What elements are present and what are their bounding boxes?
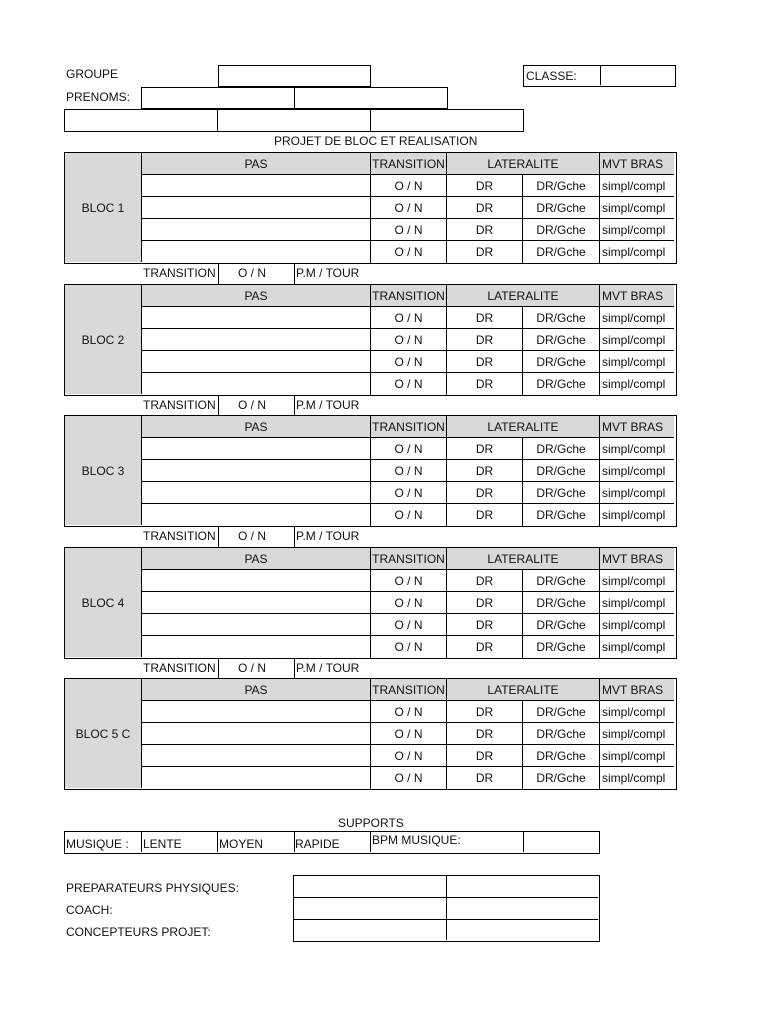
bloc-table [64,284,677,396]
prenoms-label: PRENOMS: [66,90,131,104]
col-header-pas: PAS [142,548,371,570]
coach-label: COACH: [66,903,113,917]
lateralite-dr[interactable]: DR [447,482,523,504]
mvt-bras-choice[interactable]: simpl/compl [600,307,674,329]
bloc-name: BLOC 1 [65,153,142,262]
transition-divider [218,395,219,416]
lateralite-dr-gche[interactable]: DR/Gche [523,219,600,241]
pm-tour-choice[interactable]: P.M / TOUR [296,661,360,675]
section-title: PROJET DE BLOC ET REALISATION [274,134,478,148]
staff-grid [293,875,600,942]
pas-input[interactable] [142,636,371,658]
lateralite-dr[interactable]: DR [447,767,523,789]
prenom-field-5[interactable] [370,109,524,132]
mvt-bras-choice[interactable]: simpl/compl [602,377,666,391]
col-header-mvt-bras: MVT BRAS [600,679,674,701]
transition-choice[interactable]: O / N [371,723,447,745]
transition-divider [294,526,295,547]
pas-input[interactable] [142,373,371,395]
pas-input[interactable] [142,723,371,745]
pas-input[interactable] [142,745,371,767]
transition-choice[interactable]: O / N [371,745,447,767]
transition-divider [218,263,219,284]
pas-input[interactable] [142,175,371,197]
pas-input[interactable] [142,767,371,789]
lateralite-dr[interactable]: DR [447,373,523,395]
bpm-field[interactable] [524,832,598,852]
lateralite-dr[interactable]: DR [447,351,523,373]
lateralite-dr-gche[interactable]: DR/Gche [523,504,600,526]
rapide-option[interactable]: RAPIDE [295,837,340,851]
lateralite-dr-gche[interactable]: DR/Gche [523,636,600,658]
concepteurs-field-2[interactable] [447,920,598,940]
moyen-option[interactable]: MOYEN [219,837,264,851]
pas-input[interactable] [142,482,371,504]
pm-tour-choice[interactable]: P.M / TOUR [296,266,360,280]
mvt-bras-choice[interactable]: simpl/compl [600,219,674,241]
mvt-bras-choice[interactable]: simpl/compl [600,175,674,197]
preparateurs-field-2[interactable] [447,876,598,897]
lateralite-dr[interactable]: DR [447,175,523,197]
col-header-lateralite: LATERALITE [447,416,600,438]
bloc-transition-label: TRANSITION [143,398,216,412]
transition-choice[interactable]: O / N [371,504,447,526]
mvt-bras-choice[interactable]: simpl/compl [600,460,674,482]
transition-choice[interactable]: O / N [371,767,447,789]
mvt-bras-choice[interactable]: simpl/compl [600,723,674,745]
coach-field-2[interactable] [447,898,598,919]
bloc-name: BLOC 4 [65,548,142,657]
col-header-transition: TRANSITION [371,548,447,570]
pas-input[interactable] [142,438,371,460]
col-header-mvt-bras: MVT BRAS [600,416,674,438]
col-header-transition: TRANSITION [371,153,447,175]
pas-input[interactable] [142,460,371,482]
col-header-pas: PAS [142,285,371,307]
bloc-transition-label: TRANSITION [143,661,216,675]
mvt-bras-choice[interactable]: simpl/compl [602,640,666,654]
transition-choice[interactable]: O / N [371,482,447,504]
transition-divider [294,263,295,284]
concepteurs-label: CONCEPTEURS PROJET: [66,925,211,939]
col-header-pas: PAS [142,153,371,175]
lateralite-dr[interactable]: DR [447,701,523,723]
lente-option[interactable]: LENTE [143,837,182,851]
bloc-name: BLOC 5 C [65,679,142,788]
prenom-field-2[interactable] [294,87,448,109]
mvt-bras-choice[interactable]: simpl/compl [600,614,674,636]
transition-choice[interactable]: O / N [371,197,447,219]
transition-choice[interactable]: O / N [371,701,447,723]
pas-input[interactable] [142,701,371,723]
mvt-bras-choice[interactable]: simpl/compl [602,508,666,522]
pas-input[interactable] [142,504,371,526]
bloc-transition-choice[interactable]: O / N [238,266,267,280]
prenom-field-4[interactable] [217,109,372,132]
transition-choice[interactable]: O / N [371,351,447,373]
transition-choice[interactable]: O / N [371,175,447,197]
lateralite-dr-gche[interactable]: DR/Gche [523,373,600,395]
transition-choice[interactable]: O / N [371,570,447,592]
mvt-bras-choice[interactable]: simpl/compl [600,701,674,723]
col-header-transition: TRANSITION [371,416,447,438]
lateralite-dr[interactable]: DR [447,636,523,658]
groupe-label: GROUPE [66,67,119,81]
col-header-lateralite: LATERALITE [447,153,600,175]
pm-tour-choice[interactable]: P.M / TOUR [296,529,360,543]
pas-input[interactable] [142,307,371,329]
lateralite-dr-gche[interactable]: DR/Gche [523,745,600,767]
mvt-bras-choice[interactable]: simpl/compl [600,570,674,592]
lateralite-dr[interactable]: DR [447,307,523,329]
lateralite-dr-gche[interactable]: DR/Gche [523,438,600,460]
prenom-field-3[interactable] [64,109,219,132]
transition-divider [218,658,219,679]
bloc-name: BLOC 2 [65,285,142,394]
lateralite-dr[interactable]: DR [447,570,523,592]
lateralite-dr[interactable]: DR [447,197,523,219]
transition-choice[interactable]: O / N [371,438,447,460]
classe-label: CLASSE: [526,69,577,83]
lateralite-dr[interactable]: DR [447,592,523,614]
musique-label: MUSIQUE : [66,837,129,851]
lateralite-dr-gche[interactable]: DR/Gche [523,723,600,745]
pas-input[interactable] [142,614,371,636]
mvt-bras-choice[interactable]: simpl/compl [602,245,666,259]
lateralite-dr-gche[interactable]: DR/Gche [523,241,600,263]
lateralite-dr[interactable]: DR [447,504,523,526]
lateralite-dr[interactable]: DR [447,241,523,263]
transition-choice[interactable]: O / N [371,373,447,395]
lateralite-dr[interactable]: DR [447,745,523,767]
bloc-transition-choice[interactable]: O / N [238,398,267,412]
mvt-bras-choice[interactable]: simpl/compl [600,351,674,373]
transition-choice[interactable]: O / N [371,460,447,482]
col-header-pas: PAS [142,679,371,701]
pas-input[interactable] [142,219,371,241]
lateralite-dr-gche[interactable]: DR/Gche [523,197,600,219]
col-header-mvt-bras: MVT BRAS [600,153,674,175]
pm-tour-choice[interactable]: P.M / TOUR [296,398,360,412]
bloc-transition-choice[interactable]: O / N [238,661,267,675]
mvt-bras-choice[interactable]: simpl/compl [602,771,666,785]
bpm-label: BPM MUSIQUE: [372,833,461,847]
coach-field[interactable] [294,898,446,919]
lateralite-dr[interactable]: DR [447,460,523,482]
lateralite-dr[interactable]: DR [447,219,523,241]
bloc-table [64,152,677,264]
lateralite-dr-gche[interactable]: DR/Gche [523,592,600,614]
lateralite-dr-gche[interactable]: DR/Gche [523,460,600,482]
transition-choice[interactable]: O / N [371,636,447,658]
bloc-table [64,678,677,790]
transition-choice[interactable]: O / N [371,592,447,614]
preparateurs-field[interactable] [294,876,446,897]
lateralite-dr-gche[interactable]: DR/Gche [523,767,600,789]
mvt-bras-choice[interactable]: simpl/compl [600,745,674,767]
bloc-transition-choice[interactable]: O / N [238,529,267,543]
transition-divider [218,526,219,547]
transition-choice[interactable]: O / N [371,219,447,241]
transition-choice[interactable]: O / N [371,614,447,636]
col-header-pas: PAS [142,416,371,438]
bloc-table [64,547,677,659]
preparateurs-label: PREPARATEURS PHYSIQUES: [66,881,239,895]
lateralite-dr-gche[interactable]: DR/Gche [523,351,600,373]
lateralite-dr[interactable]: DR [447,723,523,745]
transition-divider [294,395,295,416]
bloc-name: BLOC 3 [65,416,142,525]
col-header-mvt-bras: MVT BRAS [600,548,674,570]
lateralite-dr-gche[interactable]: DR/Gche [523,307,600,329]
groupe-field[interactable] [218,65,371,87]
pas-input[interactable] [142,570,371,592]
lateralite-dr[interactable]: DR [447,614,523,636]
col-header-transition: TRANSITION [371,679,447,701]
pas-input[interactable] [142,197,371,219]
prenom-field-1[interactable] [141,87,295,109]
supports-title: SUPPORTS [338,816,404,830]
mvt-bras-choice[interactable]: simpl/compl [600,197,674,219]
lateralite-dr-gche[interactable]: DR/Gche [523,570,600,592]
bloc-transition-label: TRANSITION [143,266,216,280]
lateralite-dr[interactable]: DR [447,438,523,460]
mvt-bras-choice[interactable]: simpl/compl [600,329,674,351]
mvt-bras-choice[interactable]: simpl/compl [600,482,674,504]
lateralite-dr-gche[interactable]: DR/Gche [523,701,600,723]
col-header-mvt-bras: MVT BRAS [600,285,674,307]
pas-input[interactable] [142,592,371,614]
pas-input[interactable] [142,241,371,263]
transition-divider [294,658,295,679]
lateralite-dr-gche[interactable]: DR/Gche [523,329,600,351]
lateralite-dr-gche[interactable]: DR/Gche [523,614,600,636]
transition-choice[interactable]: O / N [371,329,447,351]
lateralite-dr-gche[interactable]: DR/Gche [523,482,600,504]
bloc-transition-label: TRANSITION [143,529,216,543]
col-header-lateralite: LATERALITE [447,285,600,307]
col-header-lateralite: LATERALITE [447,679,600,701]
transition-choice[interactable]: O / N [371,307,447,329]
lateralite-dr[interactable]: DR [447,329,523,351]
classe-field[interactable] [601,66,675,86]
col-header-transition: TRANSITION [371,285,447,307]
supports-row [64,831,600,854]
concepteurs-field[interactable] [294,920,446,940]
bloc-table [64,415,677,527]
col-header-lateralite: LATERALITE [447,548,600,570]
mvt-bras-choice[interactable]: simpl/compl [600,592,674,614]
pas-input[interactable] [142,351,371,373]
pas-input[interactable] [142,329,371,351]
lateralite-dr-gche[interactable]: DR/Gche [523,175,600,197]
mvt-bras-choice[interactable]: simpl/compl [600,438,674,460]
transition-choice[interactable]: O / N [371,241,447,263]
